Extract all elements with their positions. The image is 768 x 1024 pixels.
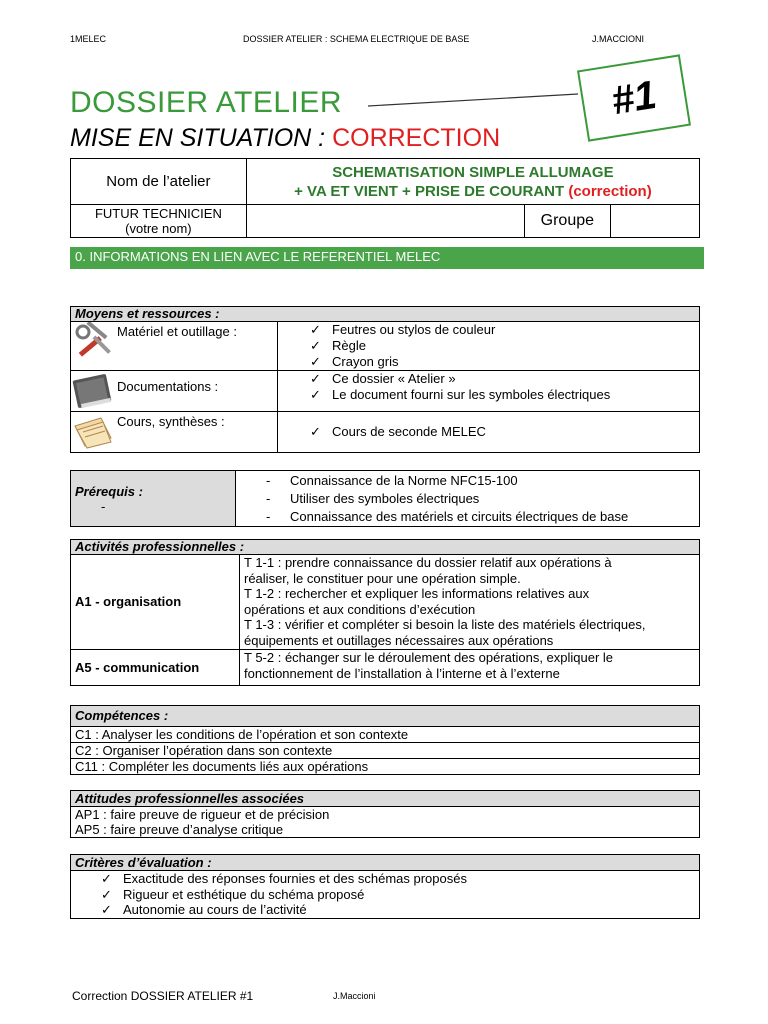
check-item — [101, 902, 695, 918]
check-icon: ✓ — [310, 338, 321, 353]
prerequis-table — [70, 470, 700, 527]
moyens-table — [70, 306, 700, 453]
attitudes-table — [70, 790, 700, 838]
task-line: équipements et outillages nécessaires aux opérations — [244, 632, 554, 648]
page-title: DOSSIER ATELIER — [70, 86, 343, 119]
check-item-text: Le document fourni sur les symboles électriques — [332, 387, 611, 402]
header-right: J.MACCIONI — [592, 34, 645, 44]
moyens-row-2-items — [278, 371, 700, 412]
group-label: Groupe — [525, 205, 610, 238]
student-label-line2: (votre nom) — [125, 221, 192, 236]
check-item-text: Autonomie au cours de l’activité — [123, 902, 307, 917]
check-item — [310, 354, 695, 370]
activity-tasks — [240, 555, 700, 650]
check-icon: ✓ — [101, 886, 112, 902]
page-subtitle — [70, 124, 500, 153]
competence-item: C11 : Compléter les documents liés aux opérations — [71, 759, 700, 775]
moyens-row-3-label — [71, 412, 278, 453]
moyens-row-3-items — [278, 412, 700, 453]
task-line: T 5-2 : échanger sur le déroulement des opérations, expliquer le — [244, 649, 614, 665]
competences-heading: Compétences : — [71, 706, 700, 727]
section-0-text: 0. INFORMATIONS EN LIEN AVEC LE REFERENTIEL MELEC — [75, 249, 441, 264]
check-icon: ✓ — [310, 354, 321, 369]
check-item-text: Règle — [332, 338, 366, 353]
moyens-row-1-text: Matériel et outillage : — [117, 324, 237, 339]
moyens-row-2-text: Documentations : — [117, 379, 219, 394]
attitude-item: AP5 : faire preuve d’analyse critique — [75, 822, 284, 837]
activites-table — [70, 539, 700, 686]
student-name-field[interactable] — [246, 205, 524, 238]
task-line: T 1-1 : prendre connaissance du dossier relatif aux opérations à — [244, 555, 612, 570]
papers-icon — [71, 412, 115, 452]
attitudes-items — [71, 807, 700, 838]
criteres-items — [71, 871, 700, 919]
moyens-row-3-text: Cours, synthèses : — [117, 414, 225, 429]
competences-table — [70, 705, 700, 775]
subtitle-prefix: MISE EN SITUATION : — [70, 124, 333, 152]
header-left: 1MELEC — [70, 34, 107, 44]
header-center: DOSSIER ATELIER : SCHEMA ELECTRIQUE DE BASE — [243, 34, 470, 44]
student-label-line1: FUTUR TECHNICIEN — [94, 206, 222, 221]
check-icon: ✓ — [101, 871, 112, 886]
task-line: réaliser, le constituer pour une opération simple. — [244, 570, 521, 586]
activity-tasks — [240, 649, 700, 685]
check-item-text: Exactitude des réponses fournies et des schémas proposés — [123, 871, 467, 886]
atelier-title-line1: SCHEMATISATION SIMPLE ALLUMAGE — [332, 163, 614, 181]
check-item-text: Cours de seconde MELEC — [332, 424, 486, 439]
attitudes-heading: Attitudes professionnelles associées — [71, 791, 700, 807]
atelier-title-line2-text: + VA ET VIENT + PRISE DE COURANT — [294, 182, 565, 200]
check-item-text: Crayon gris — [332, 354, 399, 369]
atelier-title-line2 — [251, 182, 695, 201]
footer-left: Correction DOSSIER ATELIER #1 — [72, 989, 254, 1003]
competence-item: C2 : Organiser l’opération dans son contexte — [71, 743, 700, 759]
student-name-label — [71, 205, 247, 238]
prerequis-dash: - — [101, 498, 106, 514]
task-line: T 1-3 : vérifier et compléter si besoin la liste des matériels électriques, — [244, 617, 646, 633]
check-icon: ✓ — [310, 371, 321, 386]
atelier-title — [246, 159, 699, 205]
competence-item: C1 : Analyser les conditions de l’opération et son contexte — [71, 727, 700, 743]
list-item-text: Connaissance de la Norme NFC15-100 — [290, 473, 518, 488]
list-item: - Connaissance des matériels et circuits électriques de base — [266, 509, 629, 524]
list-item: - Connaissance de la Norme NFC15-100 — [266, 473, 518, 488]
task-line: opérations et aux conditions d’exécution — [244, 601, 476, 617]
activity-label: A5 - communication — [71, 649, 240, 685]
activity-label: A1 - organisation — [71, 555, 240, 650]
atelier-name-label: Nom de l’atelier — [71, 159, 247, 205]
list-item-text: Connaissance des matériels et circuits électriques de base — [290, 509, 629, 524]
check-icon: ✓ — [310, 387, 321, 402]
atelier-info-table — [70, 158, 700, 238]
check-item-text: Rigueur et esthétique du schéma proposé — [123, 886, 365, 902]
list-item-text: Utiliser des symboles électriques — [290, 491, 480, 506]
dossier-number-badge: #1 — [577, 54, 691, 141]
atelier-title-correction: (correction) — [568, 182, 652, 200]
moyens-row-1-label — [71, 322, 278, 371]
tools-icon — [71, 322, 115, 362]
check-item — [310, 322, 695, 338]
moyens-heading: Moyens et ressources : — [71, 307, 700, 322]
check-item-text: Ce dossier « Atelier » — [332, 371, 456, 386]
check-item — [310, 424, 695, 440]
check-item — [101, 887, 695, 903]
criteres-heading: Critères d’évaluation : — [71, 855, 700, 871]
check-item — [101, 871, 695, 887]
check-icon: ✓ — [310, 424, 321, 439]
subtitle-correction: CORRECTION — [332, 124, 501, 152]
footer-right: J.Maccioni — [333, 991, 376, 1001]
criteres-table — [70, 854, 700, 919]
prerequis-items — [236, 471, 700, 527]
task-line: T 1-2 : rechercher et expliquer les informations relatives aux — [244, 586, 590, 602]
activites-heading: Activités professionnelles : — [71, 540, 700, 555]
attitude-item: AP1 : faire preuve de rigueur et de précision — [75, 807, 330, 822]
section-0-heading — [70, 247, 704, 269]
moyens-row-1-items — [278, 322, 700, 371]
check-item-text: Feutres ou stylos de couleur — [332, 322, 496, 337]
list-item: - Utiliser des symboles électriques — [266, 491, 480, 506]
check-item — [310, 338, 695, 354]
check-item — [310, 371, 695, 387]
prerequis-heading-text: Prérequis : — [75, 483, 143, 499]
title-connector-line — [368, 90, 580, 110]
task-line: fonctionnement de l’installation à l’interne et à l’externe — [244, 665, 560, 681]
check-icon: ✓ — [101, 902, 112, 917]
check-icon: ✓ — [310, 322, 321, 337]
group-field[interactable] — [610, 205, 699, 238]
book-icon — [71, 371, 115, 411]
prerequis-heading — [71, 471, 236, 527]
moyens-row-2-label — [71, 371, 278, 412]
check-item — [310, 387, 695, 403]
